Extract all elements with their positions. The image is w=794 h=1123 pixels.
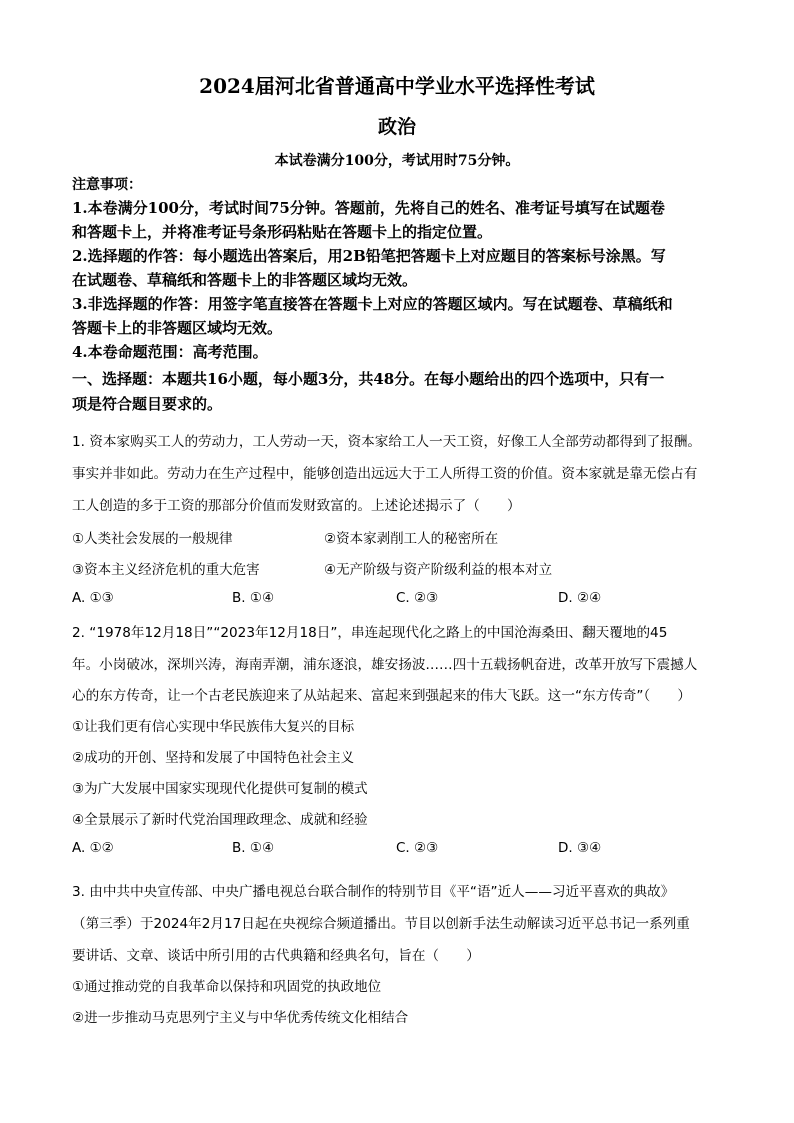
statement: ②资本家剥削工人的秘密所在 <box>324 531 499 547</box>
statement: ①人类社会发展的一般规律 <box>72 531 233 547</box>
choice-a: A. ①② <box>72 840 114 856</box>
notes-line: 1.本卷满分100分，考试时间75分钟。答题前，先将自己的姓名、准考证号填写在试题卷 <box>72 199 665 217</box>
choice-d: D. ③④ <box>558 840 602 856</box>
notes-line: 在试题卷、草稿纸和答题卡上的非答题区域均无效。 <box>72 271 418 289</box>
question-text: 3. 由中共中央宣传部、中央广播电视总台联合制作的特别节目《平“语”近人——习近平喜欢的典故》 <box>72 884 675 900</box>
statement: ①让我们更有信心实现中华民族伟大复兴的目标 <box>72 719 355 735</box>
question-text: 事实并非如此。劳动力在生产过程中，能够创造出远远大于工人所得工资的价值。资本家就是靠无偿占有 <box>72 466 698 482</box>
notes-line: 2.选择题的作答：每小题选出答案后，用2B铅笔把答题卡上对应题目的答案标号涂黑。写 <box>72 247 666 265</box>
choice-b: B. ①④ <box>232 840 275 856</box>
notes-line: 答题卡上的非答题区域均无效。 <box>72 319 283 337</box>
question-text: 1. 资本家购买工人的劳动力，工人劳动一天，资本家给工人一天工资，好像工人全部劳动都得到了报酬。 <box>72 434 702 450</box>
statement: ③资本主义经济危机的重大危害 <box>72 562 260 578</box>
question-text: 2. “1978年12月18日”“2023年12月18日”，串连起现代化之路上的中国沧海桑田、翻天覆地的45 <box>72 625 668 641</box>
statement: ②成功的开创、坚持和发展了中国特色社会主义 <box>72 750 355 766</box>
choice-c: C. ②③ <box>396 590 439 606</box>
statement: ②进一步推动马克思列宁主义与中华优秀传统文化相结合 <box>72 1010 409 1026</box>
notes-line: 4.本卷命题范围：高考范围。 <box>72 343 268 361</box>
choice-b: B. ①④ <box>232 590 275 606</box>
question-text: 工人创造的多于工资的那部分价值而发财致富的。上述论述揭示了（ ） <box>72 498 521 514</box>
question-text: 要讲话、文章、谈话中所引用的古代典籍和经典名句，旨在（ ） <box>72 948 480 964</box>
choice-a: A. ①③ <box>72 590 114 606</box>
exam-title: 2024届河北省普通高中学业水平选择性考试 <box>199 74 595 98</box>
section-heading: 一、选择题：本题共16小题，每小题3分，共48分。在每小题给出的四个选项中，只有一 <box>72 370 665 388</box>
question-text: 心的东方传奇，让一个古老民族迎来了从站起来、富起来到强起来的伟大飞跃。这一“东方传奇”（ ） <box>72 688 692 704</box>
exam-subject: 政治 <box>377 116 416 138</box>
question-text: （第三季）于2024年2月17日起在央视综合频道播出。节目以创新手法生动解读习近平总书记一系列重 <box>72 916 690 932</box>
statement: ③为广大发展中国家实现现代化提供可复制的模式 <box>72 781 368 797</box>
section-heading: 项是符合题目要求的。 <box>72 395 223 413</box>
exam-info: 本试卷满分100分，考试用时75分钟。 <box>274 153 520 169</box>
statement: ①通过推动党的自我革命以保持和巩固党的执政地位 <box>72 979 382 995</box>
notes-line: 3.非选择题的作答：用签字笔直接答在答题卡上对应的答题区域内。写在试题卷、草稿纸和 <box>72 295 673 313</box>
choice-c: C. ②③ <box>396 840 439 856</box>
question-text: 年。小岗破冰，深圳兴涛，海南弄潮，浦东逐浪，雄安扬波……四十五载扬帆奋进，改革开放写下震撼人 <box>72 657 698 673</box>
statement: ④全景展示了新时代党治国理政理念、成就和经验 <box>72 812 368 828</box>
choice-d: D. ②④ <box>558 590 602 606</box>
statement: ④无产阶级与资产阶级利益的根本对立 <box>324 562 553 578</box>
notes-heading: 注意事项： <box>72 177 142 193</box>
notes-line: 和答题卡上，并将准考证号条形码粘贴在答题卡上的指定位置。 <box>72 223 493 241</box>
